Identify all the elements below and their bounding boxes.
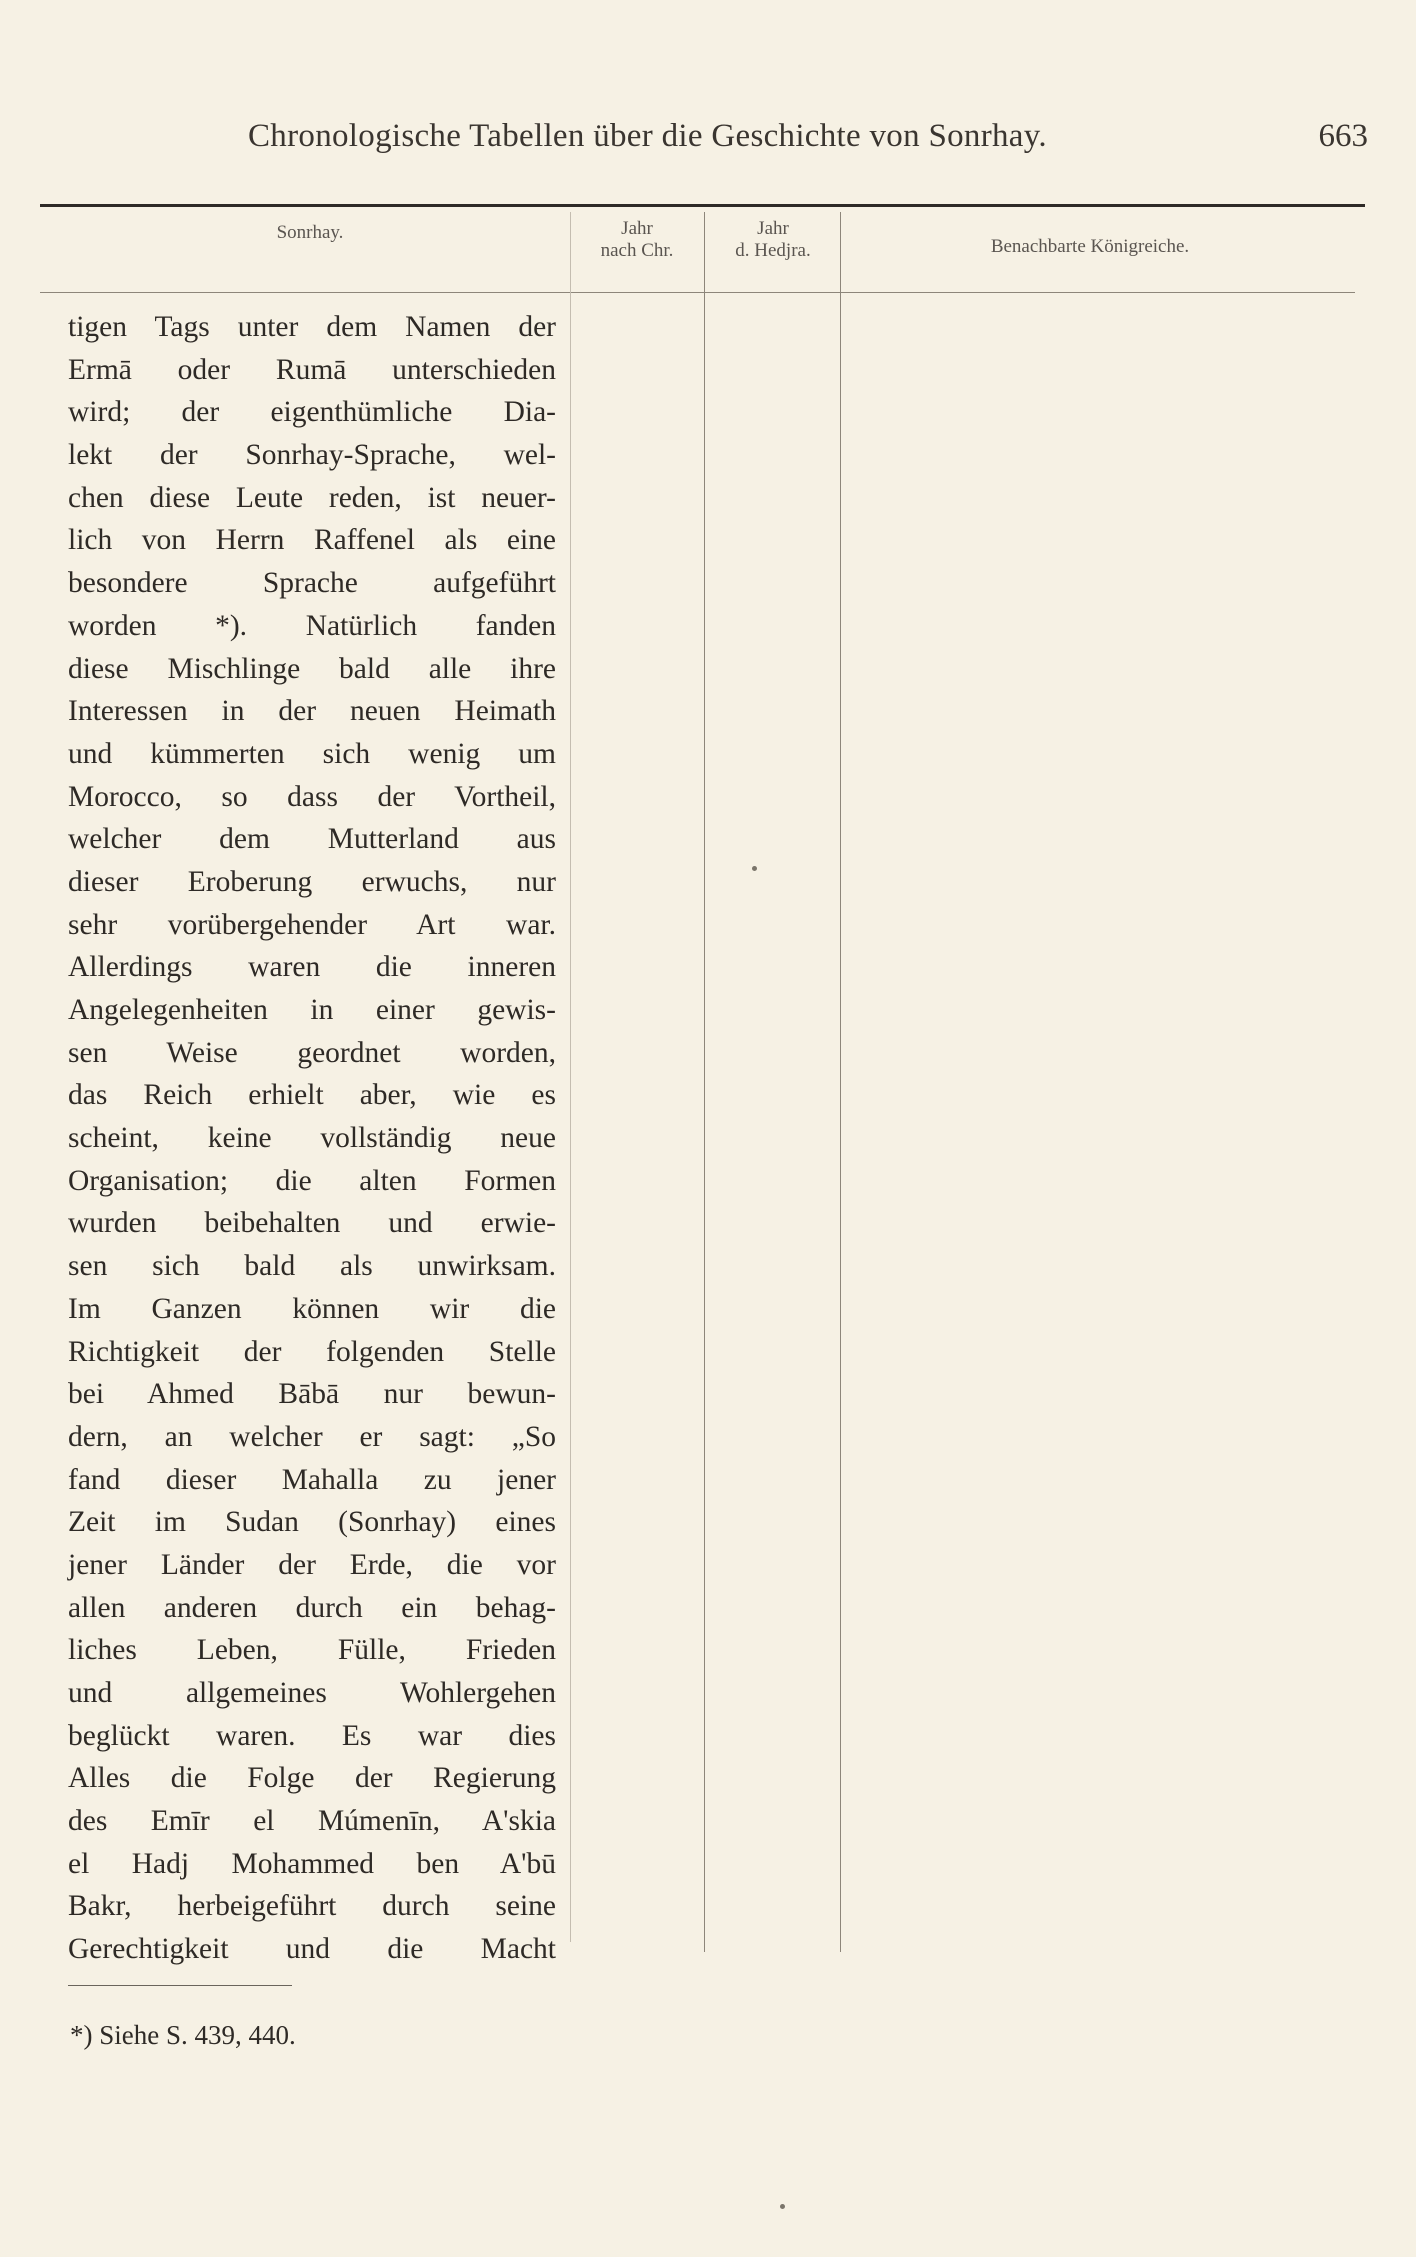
- paper-speck: [752, 866, 757, 871]
- footnote-rule: [68, 1985, 292, 1986]
- text-line: und allgemeines Wohlergehen: [68, 1677, 556, 1709]
- footnote: *) Siehe S. 439, 440.: [70, 2020, 296, 2050]
- page-number: 663: [1318, 118, 1368, 154]
- text-line: sehr vorübergehender Art war.: [68, 908, 556, 941]
- text-line: chen diese Leute reden, ist neuer-: [68, 481, 556, 514]
- text-line: Alles die Folge der Regierung: [68, 1762, 556, 1795]
- text-line: und kümmerten sich wenig um: [68, 737, 556, 770]
- text-line: worden *). Natürlich fanden: [68, 609, 556, 642]
- text-line: des Emīr el Múmenīn, A'skia: [68, 1805, 556, 1838]
- text-line: allen anderen durch ein behag-: [68, 1591, 556, 1624]
- text-line: fand dieser Mahalla zu jener: [68, 1463, 556, 1496]
- text-line: lekt der Sonrhay-Sprache, wel-: [68, 439, 556, 472]
- text-line: Morocco, so dass der Vortheil,: [68, 780, 556, 813]
- text-line: Im Ganzen können wir die: [68, 1292, 556, 1325]
- column-header-jahr-chr: Jahr nach Chr.: [600, 218, 674, 261]
- text-line: wurden beibehalten und erwie-: [68, 1207, 556, 1240]
- paper-speck: [780, 2204, 785, 2209]
- text-line: jener Länder der Erde, die vor: [68, 1548, 556, 1581]
- text-line: diese Mischlinge bald alle ihre: [68, 652, 556, 685]
- column-header-benachbarte: Benachbarte Königreiche.: [990, 236, 1190, 257]
- page-title: Chronologische Tabellen über die Geschichte von Sonrhay.: [248, 118, 1047, 154]
- column-divider-1: [570, 212, 571, 1942]
- text-line: das Reich erhielt aber, wie es: [68, 1079, 556, 1112]
- sonrhay-column-text: [68, 306, 556, 1971]
- text-line: beglückt waren. Es war dies: [68, 1719, 556, 1752]
- column-divider-3: [840, 212, 841, 1952]
- text-line: besondere Sprache aufgeführt: [68, 567, 556, 600]
- text-line: Allerdings waren die inneren: [68, 951, 556, 984]
- running-head: [248, 118, 1368, 168]
- column-header-sonrhay: Sonrhay.: [276, 222, 344, 243]
- text-line: bei Ahmed Bābā nur bewun-: [68, 1378, 556, 1411]
- text-line: Organisation; die alten Formen: [68, 1164, 556, 1197]
- text-line: Zeit im Sudan (Sonrhay) eines: [68, 1506, 556, 1539]
- text-line: dern, an welcher er sagt: „So: [68, 1420, 556, 1453]
- header-rule: [40, 292, 1355, 293]
- text-line: el Hadj Mohammed ben A'bū: [68, 1847, 556, 1880]
- text-line: sen Weise geordnet worden,: [68, 1036, 556, 1069]
- text-line: sen sich bald als unwirksam.: [68, 1250, 556, 1283]
- text-line: wird; der eigenthümliche Dia-: [68, 396, 556, 429]
- text-line: Interessen in der neuen Heimath: [68, 695, 556, 728]
- text-line: welcher dem Mutterland aus: [68, 823, 556, 856]
- text-line: Bakr, herbeigeführt durch seine: [68, 1890, 556, 1923]
- text-line: lich von Herrn Raffenel als eine: [68, 524, 556, 557]
- text-line: Richtigkeit der folgenden Stelle: [68, 1335, 556, 1368]
- column-divider-2: [704, 212, 705, 1952]
- top-rule: [40, 204, 1365, 207]
- text-line: Angelegenheiten in einer gewis-: [68, 994, 556, 1026]
- column-header-jahr-hedjra: Jahr d. Hedjra.: [735, 218, 811, 261]
- text-line: tigen Tags unter dem Namen der: [68, 311, 556, 343]
- text-line: Gerechtigkeit und die Macht: [68, 1933, 556, 1966]
- text-line: scheint, keine vollständig neue: [68, 1122, 556, 1155]
- text-line: liches Leben, Fülle, Frieden: [68, 1634, 556, 1667]
- text-line: Ermā oder Rumā unterschieden: [68, 353, 556, 386]
- text-line: dieser Eroberung erwuchs, nur: [68, 865, 556, 898]
